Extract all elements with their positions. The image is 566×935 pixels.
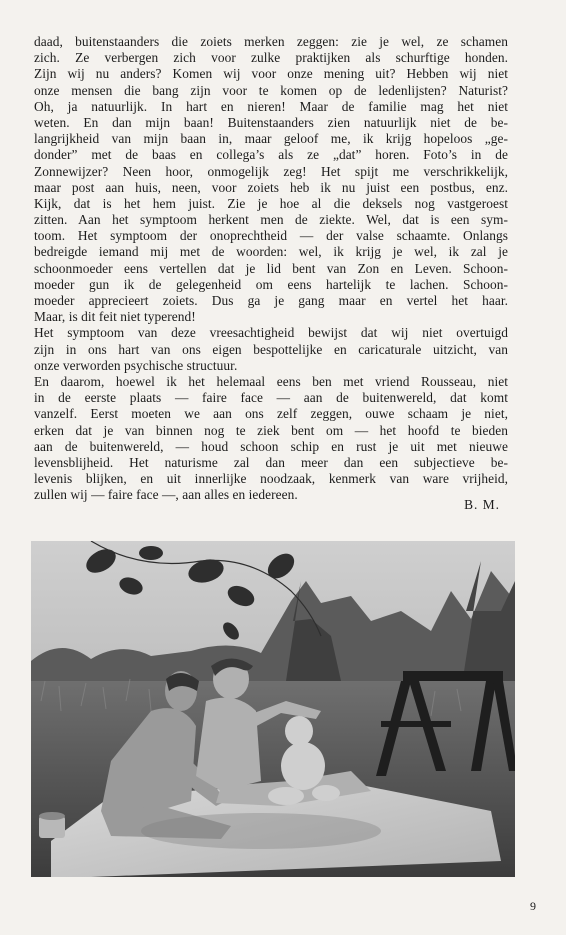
text-line: Oh, ja natuurlijk. In hart en nieren! Maar de familie mag het niet — [34, 98, 508, 114]
text-line: Zijn wij nu anders? Komen wij voor onze mening uit? Hebben wij niet — [34, 66, 508, 82]
text-line: levenis blijken, en uit innerlijke noodzaak, kenmerk van ware vrijheid, — [34, 471, 508, 487]
text-line: zullen wij — faire face —, aan alles en iedereen. — [34, 487, 298, 503]
text-line: Kijk, dat is het hem juist. Zie je hoe al die deksels nog vastgeroest — [34, 195, 508, 211]
text-line: Maar, is dit feit niet typerend! — [34, 309, 196, 325]
text-line: Zonnewijzer? Neen hoor, onmogelijk zeg! Het spijt me verschrikkelijk, — [34, 163, 508, 179]
text-line: langrijkheid van mijn baan in, maar geloof me, ik krijg hopeloos „ge- — [34, 131, 508, 147]
text-line: levensblijheid. Het naturisme zal dan meer dan een subjectieve be- — [34, 454, 508, 470]
text-line: daad, buitenstaanders die zoiets merken zeggen: zie je wel, ze schamen — [34, 34, 508, 49]
text-line: vanzelf. Eerst moeten we aan ons zelf zeggen, ouwe schaam je niet, — [34, 406, 508, 422]
text-line: onze mensen die bang zijn voor te komen op de ledenlijsten? Naturist? — [34, 82, 508, 98]
text-line: Het symptoom van deze vreesachtigheid bewijst dat wij niet overtuigd — [34, 325, 508, 341]
text-line: zich. Ze verbergen zich voor zulke praktijken als schurftige honden. — [34, 50, 508, 66]
text-line: donder” met de baas en collega’s als ze „dat” horen. Foto’s in de — [34, 147, 508, 163]
text-line: in de eerste plaats — faire face — aan de buitenwereld, dat komt — [34, 390, 508, 406]
text-line: maar post aan huis, neen, voor zoiets heb ik nu juist een postbus, enz. — [34, 179, 508, 195]
text-line: bedreigde iemand mij met de woorden: wel, ik krijg je wel, ik zal je — [34, 244, 508, 260]
text-line: toom. Het symptoom der onoprechtheid — der valse schaamte. Onlangs — [34, 228, 508, 244]
page-number: 9 — [530, 899, 536, 913]
article-photo — [31, 541, 515, 877]
text-line: zitten. Aan het symptoom herkent men de ziekte. Wel, dat is een sym- — [34, 212, 508, 228]
text-line: moeder gun ik de gelegenheid om eens hartelijk te lachen. Schoon- — [34, 276, 508, 292]
text-line: zijn in ons hart van ons eigen bespottelijke en caricaturale uitzicht, van — [34, 341, 508, 357]
text-line: onze verworden psychische structuur. — [34, 357, 238, 373]
text-line: weten. En dan mijn baan! Buitenstaanders zien natuurlijk niet de be- — [34, 114, 508, 130]
text-line: moeder apprecieert zoiets. Dus ga je gang maar en vertel het haar. — [34, 293, 508, 308]
text-line: schoonmoeder eens vertellen dat je lid bent van Zon en Leven. Schoon- — [34, 260, 508, 276]
author-signature: B. M. — [464, 497, 500, 512]
text-line: aan de buitenwereld, — houd schoon schip en rust je uit met nieuwe — [34, 438, 508, 454]
text-line: En daarom, hoewel ik het helemaal eens ben met vriend Rousseau, niet — [34, 373, 508, 389]
text-line: erken dat je van binnen nog te ziek bent om — het hoofd te bieden — [34, 422, 508, 438]
article-text — [34, 34, 508, 503]
